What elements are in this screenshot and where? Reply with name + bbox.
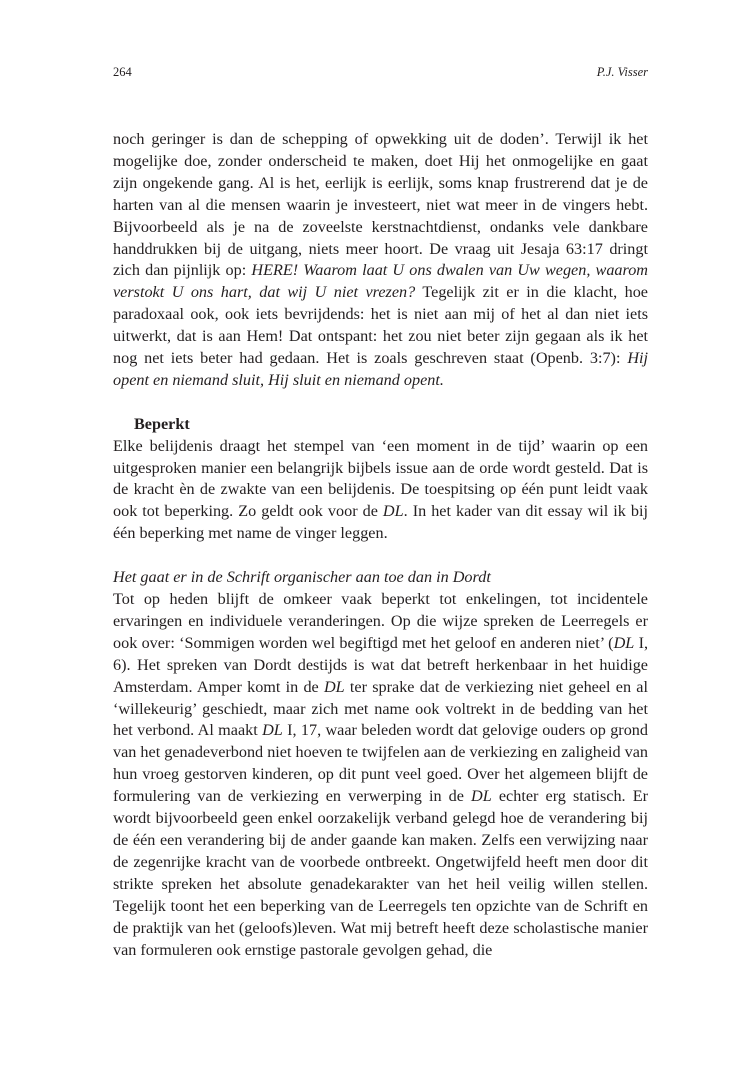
- section-heading-schrift: Het gaat er in de Schrift organischer aan toe dan in Dordt: [113, 568, 491, 587]
- paragraph-text: echter erg statisch. Er wordt bijvoorbeeld geen enkel oorzakelijk verband gelegd hoe de verandering bij de één een verandering bij de ander gaande kan maken. Zelfs een verwijzing naar de zegenrijke kracht van de voorbede ontbreekt. Ongetwijfeld heeft men door dit strikte spreken het absolute genadekarakter van het heil veilig willen stellen. Tegelijk toont het een beperking van de Leerregels ten opzichte van de Schrift en de praktijk van het (geloofs)leven. Wat mij betreft heeft deze scholastische manier van formuleren ook ernstige pastorale gevolgen gehad, die: [113, 787, 648, 959]
- section-heading-beperkt: Beperkt: [134, 414, 190, 433]
- paragraph-text: noch geringer is dan de schepping of opwekking uit de doden’. Terwijl ik het mogelijke doe, zonder onderscheid te maken, doet Hij het onmogelijke en gaat zijn ongekende gang. Al is het, eerlijk is eerlijk, soms knap frustrerend dat je de harten van al die mensen waarin je investeert, niet wat meer in de vingers hebt. Bijvoorbeeld als je na de zoveelste kerstnachtdienst, ondanks vele dankbare handdrukken bij de uitgang, niets meer hoort. De vraag uit Jesaja 63:17 dringt zich dan pijnlijk op:: [113, 130, 648, 280]
- running-head: [113, 64, 648, 80]
- paragraph-text: . In het kader van dit essay wil ik bij één beperking met name de vinger leggen.: [113, 502, 648, 543]
- bible-quote-here: HERE: [251, 261, 293, 280]
- running-head-author: P.J. Visser: [596, 65, 648, 79]
- abbrev-dl: DL: [613, 633, 635, 652]
- paragraph-beperkt: [113, 436, 648, 546]
- spacer: [113, 545, 648, 567]
- paragraph-continued: [113, 129, 648, 392]
- body-text: [113, 129, 648, 961]
- paragraph-text: Tegelijk zit er in die klacht, hoe paradoxaal ook, ook iets bevrijdends: het is niet aan mij of het al dan niet iets uitwerkt, dat is aan Hem! Dat ontspant: het zou niet beter zijn gegaan als ik het nog net iets beter had gedaan. Het is zoals geschreven staat (Openb. 3:7):: [113, 283, 648, 368]
- bible-quote-isaiah: ! Waarom laat U ons dwalen van Uw wegen, waarom verstokt U ons hart, dat wij U niet vrezen?: [113, 261, 648, 302]
- paragraph-text: I, 6). Het spreken van Dordt destijds is wat dat betreft herkenbaar in het huidige Amsterdam. Amper komt in de: [113, 633, 648, 696]
- abbrev-dl: DL: [262, 721, 283, 740]
- abbrev-dl: DL: [471, 787, 492, 806]
- paragraph-text: ter sprake dat de verkiezing niet geheel en al ‘willekeurig’ geschiedt, maar zich met name ook voltrekt in de bedding van het het verbond. Al maakt: [113, 677, 648, 740]
- bible-quote-revelation: Hij opent en niemand sluit, Hij sluit en niemand opent.: [113, 349, 648, 389]
- page-number: 264: [113, 65, 132, 79]
- abbrev-dl: DL: [323, 677, 345, 696]
- paragraph-text: I, 17, waar beleden wordt dat gelovige ouders op grond van het genadeverbond niet hoeven te twijfelen aan de verkiezing en zaligheid van hun vroeg gestorven kinderen, op dit punt veel goed. Over het algemeen blijft de formulering van de verkiezing en verwerping in de: [113, 721, 648, 806]
- abbrev-dl: DL: [382, 502, 404, 521]
- spacer: [113, 392, 648, 414]
- paragraph-text: Tot op heden blijft de omkeer vaak beperkt tot enkelingen, tot incidentele ervaringen en individuele veranderingen. Op die wijze spreken de Leerregels er ook over: ‘Sommigen worden wel begiftigd met het geloof en anderen niet’ (: [113, 590, 648, 652]
- paragraph-text: Elke belijdenis draagt het stempel van ‘een moment in de tijd’ waarin op een uitgesproken manier een belangrijk bijbels issue aan de orde wordt gesteld. Dat is de kracht èn de zwakte van een belijdenis. De toespitsing op één punt leidt vaak ook tot beperking. Zo geldt ook voor de: [113, 436, 648, 521]
- paragraph-schrift: [113, 589, 648, 961]
